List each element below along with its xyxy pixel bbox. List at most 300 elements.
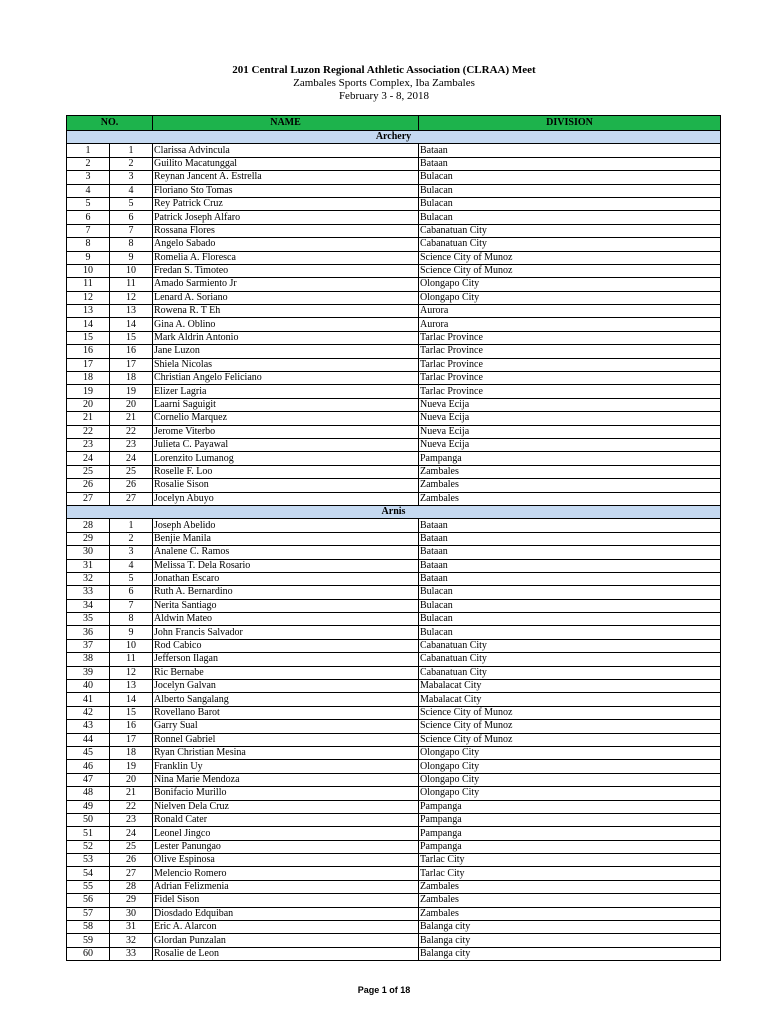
event-number-cell: 16 [110, 345, 153, 358]
overall-number-cell: 26 [67, 479, 110, 492]
division-cell: Balanga city [419, 921, 721, 934]
event-number-cell: 12 [110, 291, 153, 304]
event-number-cell: 8 [110, 613, 153, 626]
overall-number-cell: 3 [67, 171, 110, 184]
table-row [67, 639, 721, 652]
event-number-cell: 25 [110, 465, 153, 478]
athlete-name-cell: Jocelyn Galvan [153, 680, 419, 693]
event-number-cell: 14 [110, 318, 153, 331]
division-cell: Bataan [419, 572, 721, 585]
division-cell: Bataan [419, 532, 721, 545]
athlete-name-cell: Ric Bernabe [153, 666, 419, 679]
event-number-cell: 27 [110, 867, 153, 880]
table-row [67, 519, 721, 532]
athlete-name-cell: Melencio Romero [153, 867, 419, 880]
division-cell: Cabanatuan City [419, 666, 721, 679]
division-cell: Science City of Munoz [419, 720, 721, 733]
table-row [67, 773, 721, 786]
event-number-cell: 26 [110, 479, 153, 492]
athlete-name-cell: Ryan Christian Mesina [153, 746, 419, 759]
table-row [67, 291, 721, 304]
event-number-cell: 28 [110, 880, 153, 893]
athlete-name-cell: Romelia A. Floresca [153, 251, 419, 264]
table-row [67, 733, 721, 746]
table-row [67, 546, 721, 559]
athlete-name-cell: Franklin Uy [153, 760, 419, 773]
event-number-cell: 23 [110, 438, 153, 451]
division-cell: Science City of Munoz [419, 264, 721, 277]
event-number-cell: 13 [110, 680, 153, 693]
overall-number-cell: 20 [67, 398, 110, 411]
document-dates: February 3 - 8, 2018 [338, 90, 430, 102]
event-number-cell: 7 [110, 599, 153, 612]
division-cell: Bulacan [419, 599, 721, 612]
division-cell: Olongapo City [419, 773, 721, 786]
table-row [67, 157, 721, 170]
overall-number-cell: 9 [67, 251, 110, 264]
overall-number-cell: 60 [67, 947, 110, 960]
event-number-cell: 10 [110, 264, 153, 277]
event-number-cell: 16 [110, 720, 153, 733]
overall-number-cell: 52 [67, 840, 110, 853]
athlete-name-cell: Bonifacio Murillo [153, 787, 419, 800]
athlete-name-cell: Alberto Sangalang [153, 693, 419, 706]
event-number-cell: 9 [110, 626, 153, 639]
table-row [67, 425, 721, 438]
overall-number-cell: 6 [67, 211, 110, 224]
division-cell: Mabalacat City [419, 680, 721, 693]
event-number-cell: 32 [110, 934, 153, 947]
table-row [67, 532, 721, 545]
overall-number-cell: 10 [67, 264, 110, 277]
table-row [67, 278, 721, 291]
overall-number-cell: 28 [67, 519, 110, 532]
overall-number-cell: 29 [67, 532, 110, 545]
event-number-cell: 20 [110, 773, 153, 786]
overall-number-cell: 8 [67, 238, 110, 251]
athlete-name-cell: Rosalie de Leon [153, 947, 419, 960]
athlete-name-cell: Jerome Viterbo [153, 425, 419, 438]
table-row [67, 666, 721, 679]
table-header-row [67, 116, 721, 131]
overall-number-cell: 47 [67, 773, 110, 786]
table-row [67, 800, 721, 813]
event-number-cell: 5 [110, 572, 153, 585]
overall-number-cell: 59 [67, 934, 110, 947]
event-number-cell: 7 [110, 224, 153, 237]
athlete-name-cell: Mark Aldrin Antonio [153, 331, 419, 344]
division-cell: Pampanga [419, 827, 721, 840]
overall-number-cell: 23 [67, 438, 110, 451]
event-number-cell: 12 [110, 666, 153, 679]
event-number-cell: 15 [110, 706, 153, 719]
table-row [67, 264, 721, 277]
event-number-cell: 6 [110, 211, 153, 224]
athlete-name-cell: Analene C. Ramos [153, 546, 419, 559]
overall-number-cell: 36 [67, 626, 110, 639]
division-cell: Pampanga [419, 800, 721, 813]
event-number-cell: 3 [110, 171, 153, 184]
table-row [67, 813, 721, 826]
event-number-cell: 29 [110, 894, 153, 907]
table-row [67, 921, 721, 934]
overall-number-cell: 4 [67, 184, 110, 197]
overall-number-cell: 41 [67, 693, 110, 706]
table-row [67, 385, 721, 398]
document-title: 201 Central Luzon Regional Athletic Association (CLRAA) Meet [232, 64, 536, 76]
overall-number-cell: 1 [67, 144, 110, 157]
athlete-name-cell: Joseph Abelido [153, 519, 419, 532]
overall-number-cell: 46 [67, 760, 110, 773]
division-cell: Tarlac Province [419, 345, 721, 358]
table-row [67, 238, 721, 251]
event-number-cell: 17 [110, 358, 153, 371]
athlete-name-cell: Lester Panungao [153, 840, 419, 853]
table-row [67, 720, 721, 733]
overall-number-cell: 40 [67, 680, 110, 693]
athlete-name-cell: Olive Espinosa [153, 854, 419, 867]
overall-number-cell: 58 [67, 921, 110, 934]
athlete-name-cell: Leonel Jingco [153, 827, 419, 840]
overall-number-cell: 12 [67, 291, 110, 304]
event-number-cell: 4 [110, 184, 153, 197]
table-row [67, 613, 721, 626]
overall-number-cell: 17 [67, 358, 110, 371]
division-cell: Pampanga [419, 813, 721, 826]
event-number-cell: 6 [110, 586, 153, 599]
athlete-name-cell: Ronald Cater [153, 813, 419, 826]
division-cell: Nueva Ecija [419, 398, 721, 411]
overall-number-cell: 16 [67, 345, 110, 358]
overall-number-cell: 49 [67, 800, 110, 813]
overall-number-cell: 13 [67, 305, 110, 318]
overall-number-cell: 51 [67, 827, 110, 840]
division-cell: Tarlac City [419, 854, 721, 867]
overall-number-cell: 31 [67, 559, 110, 572]
table-row [67, 854, 721, 867]
overall-number-cell: 34 [67, 599, 110, 612]
table-row [67, 345, 721, 358]
page-number: Page 1 of 18 [357, 985, 411, 995]
overall-number-cell: 43 [67, 720, 110, 733]
table-row [67, 599, 721, 612]
table-row [67, 947, 721, 960]
overall-number-cell: 48 [67, 787, 110, 800]
event-number-cell: 23 [110, 813, 153, 826]
athlete-name-cell: Amado Sarmiento Jr [153, 278, 419, 291]
event-number-cell: 2 [110, 157, 153, 170]
table-row [67, 894, 721, 907]
table-row [67, 626, 721, 639]
athlete-name-cell: Rovellano Barot [153, 706, 419, 719]
division-cell: Olongapo City [419, 787, 721, 800]
table-row [67, 572, 721, 585]
overall-number-cell: 21 [67, 412, 110, 425]
table-row [67, 680, 721, 693]
division-cell: Bataan [419, 144, 721, 157]
division-cell: Science City of Munoz [419, 251, 721, 264]
event-number-cell: 30 [110, 907, 153, 920]
athlete-name-cell: Benjie Manila [153, 532, 419, 545]
table-row [67, 398, 721, 411]
division-cell: Tarlac Province [419, 331, 721, 344]
athlete-name-cell: Glordan Punzalan [153, 934, 419, 947]
table-row [67, 331, 721, 344]
table-row [67, 224, 721, 237]
division-cell: Science City of Munoz [419, 706, 721, 719]
overall-number-cell: 7 [67, 224, 110, 237]
category-label: Arnis [67, 505, 721, 518]
table-row [67, 492, 721, 505]
event-number-cell: 1 [110, 519, 153, 532]
roster-table [66, 115, 721, 961]
division-cell: Olongapo City [419, 746, 721, 759]
athlete-name-cell: Adrian Felizmenia [153, 880, 419, 893]
overall-number-cell: 22 [67, 425, 110, 438]
overall-number-cell: 19 [67, 385, 110, 398]
division-cell: Aurora [419, 318, 721, 331]
event-number-cell: 9 [110, 251, 153, 264]
overall-number-cell: 11 [67, 278, 110, 291]
athlete-name-cell: Ronnel Gabriel [153, 733, 419, 746]
athlete-name-cell: Diosdado Edquiban [153, 907, 419, 920]
table-row [67, 358, 721, 371]
athlete-name-cell: Gina A. Oblino [153, 318, 419, 331]
overall-number-cell: 50 [67, 813, 110, 826]
document-venue: Zambales Sports Complex, Iba Zambales [293, 77, 475, 89]
header-no: NO. [67, 116, 153, 131]
category-row [67, 505, 721, 518]
table-row [67, 171, 721, 184]
event-number-cell: 5 [110, 197, 153, 210]
overall-number-cell: 14 [67, 318, 110, 331]
roster-body [67, 131, 721, 961]
division-cell: Tarlac Province [419, 385, 721, 398]
division-cell: Bataan [419, 546, 721, 559]
event-number-cell: 24 [110, 452, 153, 465]
division-cell: Zambales [419, 894, 721, 907]
overall-number-cell: 27 [67, 492, 110, 505]
division-cell: Bataan [419, 559, 721, 572]
table-row [67, 372, 721, 385]
table-row [67, 586, 721, 599]
overall-number-cell: 18 [67, 372, 110, 385]
table-row [67, 412, 721, 425]
event-number-cell: 24 [110, 827, 153, 840]
division-cell: Balanga city [419, 947, 721, 960]
overall-number-cell: 38 [67, 653, 110, 666]
event-number-cell: 33 [110, 947, 153, 960]
table-row [67, 479, 721, 492]
athlete-name-cell: Jefferson Ilagan [153, 653, 419, 666]
division-cell: Bulacan [419, 171, 721, 184]
table-row [67, 184, 721, 197]
overall-number-cell: 53 [67, 854, 110, 867]
event-number-cell: 21 [110, 787, 153, 800]
overall-number-cell: 2 [67, 157, 110, 170]
table-row [67, 934, 721, 947]
category-row [67, 131, 721, 144]
event-number-cell: 10 [110, 639, 153, 652]
event-number-cell: 20 [110, 398, 153, 411]
event-number-cell: 18 [110, 372, 153, 385]
division-cell: Tarlac City [419, 867, 721, 880]
division-cell: Nueva Ecija [419, 425, 721, 438]
division-cell: Olongapo City [419, 760, 721, 773]
division-cell: Bataan [419, 519, 721, 532]
athlete-name-cell: Jane Luzon [153, 345, 419, 358]
division-cell: Bataan [419, 157, 721, 170]
division-cell: Nueva Ecija [419, 412, 721, 425]
athlete-name-cell: Clarissa Advincula [153, 144, 419, 157]
event-number-cell: 25 [110, 840, 153, 853]
event-number-cell: 8 [110, 238, 153, 251]
division-cell: Zambales [419, 492, 721, 505]
table-row [67, 760, 721, 773]
division-cell: Zambales [419, 465, 721, 478]
division-cell: Olongapo City [419, 291, 721, 304]
document-header [0, 64, 768, 103]
event-number-cell: 2 [110, 532, 153, 545]
event-number-cell: 22 [110, 800, 153, 813]
header-division: DIVISION [419, 116, 721, 131]
overall-number-cell: 39 [67, 666, 110, 679]
division-cell: Cabanatuan City [419, 224, 721, 237]
event-number-cell: 15 [110, 331, 153, 344]
athlete-name-cell: Eric A. Alarcon [153, 921, 419, 934]
table-row [67, 746, 721, 759]
table-row [67, 653, 721, 666]
athlete-name-cell: Jonathan Escaro [153, 572, 419, 585]
overall-number-cell: 35 [67, 613, 110, 626]
table-row [67, 693, 721, 706]
event-number-cell: 11 [110, 653, 153, 666]
table-row [67, 787, 721, 800]
athlete-name-cell: Nerita Santiago [153, 599, 419, 612]
event-number-cell: 3 [110, 546, 153, 559]
event-number-cell: 26 [110, 854, 153, 867]
overall-number-cell: 54 [67, 867, 110, 880]
division-cell: Bulacan [419, 211, 721, 224]
table-row [67, 867, 721, 880]
division-cell: Bulacan [419, 586, 721, 599]
table-row [67, 827, 721, 840]
overall-number-cell: 44 [67, 733, 110, 746]
athlete-name-cell: Garry Sual [153, 720, 419, 733]
division-cell: Olongapo City [419, 278, 721, 291]
division-cell: Pampanga [419, 452, 721, 465]
event-number-cell: 19 [110, 760, 153, 773]
overall-number-cell: 25 [67, 465, 110, 478]
athlete-name-cell: Laarni Saguigit [153, 398, 419, 411]
event-number-cell: 17 [110, 733, 153, 746]
athlete-name-cell: Christian Angelo Feliciano [153, 372, 419, 385]
division-cell: Zambales [419, 907, 721, 920]
event-number-cell: 1 [110, 144, 153, 157]
event-number-cell: 31 [110, 921, 153, 934]
overall-number-cell: 33 [67, 586, 110, 599]
table-row [67, 251, 721, 264]
table-row [67, 305, 721, 318]
athlete-name-cell: Rossana Flores [153, 224, 419, 237]
event-number-cell: 19 [110, 385, 153, 398]
division-cell: Tarlac Province [419, 358, 721, 371]
overall-number-cell: 30 [67, 546, 110, 559]
table-row [67, 907, 721, 920]
event-number-cell: 13 [110, 305, 153, 318]
athlete-name-cell: Ruth A. Bernardino [153, 586, 419, 599]
division-cell: Bulacan [419, 626, 721, 639]
event-number-cell: 22 [110, 425, 153, 438]
athlete-name-cell: Lorenzito Lumanog [153, 452, 419, 465]
athlete-name-cell: John Francis Salvador [153, 626, 419, 639]
division-cell: Aurora [419, 305, 721, 318]
table-row [67, 318, 721, 331]
athlete-name-cell: Roselle F. Loo [153, 465, 419, 478]
table-row [67, 438, 721, 451]
event-number-cell: 11 [110, 278, 153, 291]
event-number-cell: 14 [110, 693, 153, 706]
overall-number-cell: 45 [67, 746, 110, 759]
athlete-name-cell: Floriano Sto Tomas [153, 184, 419, 197]
division-cell: Mabalacat City [419, 693, 721, 706]
event-number-cell: 4 [110, 559, 153, 572]
overall-number-cell: 55 [67, 880, 110, 893]
athlete-name-cell: Elizer Lagria [153, 385, 419, 398]
overall-number-cell: 57 [67, 907, 110, 920]
overall-number-cell: 32 [67, 572, 110, 585]
athlete-name-cell: Reynan Jancent A. Estrella [153, 171, 419, 184]
category-label: Archery [67, 131, 721, 144]
athlete-name-cell: Nina Marie Mendoza [153, 773, 419, 786]
athlete-name-cell: Lenard A. Soriano [153, 291, 419, 304]
athlete-name-cell: Fidel Sison [153, 894, 419, 907]
overall-number-cell: 42 [67, 706, 110, 719]
division-cell: Zambales [419, 880, 721, 893]
table-row [67, 559, 721, 572]
table-row [67, 452, 721, 465]
table-row [67, 880, 721, 893]
event-number-cell: 18 [110, 746, 153, 759]
athlete-name-cell: Fredan S. Timoteo [153, 264, 419, 277]
division-cell: Tarlac Province [419, 372, 721, 385]
header-name: NAME [153, 116, 419, 131]
division-cell: Bulacan [419, 197, 721, 210]
division-cell: Pampanga [419, 840, 721, 853]
division-cell: Cabanatuan City [419, 653, 721, 666]
athlete-name-cell: Nielven Dela Cruz [153, 800, 419, 813]
athlete-name-cell: Rowena R. T Eh [153, 305, 419, 318]
table-row [67, 840, 721, 853]
overall-number-cell: 56 [67, 894, 110, 907]
table-row [67, 465, 721, 478]
table-row [67, 706, 721, 719]
overall-number-cell: 24 [67, 452, 110, 465]
division-cell: Science City of Munoz [419, 733, 721, 746]
athlete-name-cell: Julieta C. Payawal [153, 438, 419, 451]
table-row [67, 211, 721, 224]
event-number-cell: 27 [110, 492, 153, 505]
overall-number-cell: 15 [67, 331, 110, 344]
athlete-name-cell: Rey Patrick Cruz [153, 197, 419, 210]
division-cell: Cabanatuan City [419, 238, 721, 251]
table-row [67, 197, 721, 210]
athlete-name-cell: Aldwin Mateo [153, 613, 419, 626]
athlete-name-cell: Shiela Nicolas [153, 358, 419, 371]
division-cell: Nueva Ecija [419, 438, 721, 451]
athlete-name-cell: Rod Cabico [153, 639, 419, 652]
athlete-name-cell: Guilito Macatunggal [153, 157, 419, 170]
